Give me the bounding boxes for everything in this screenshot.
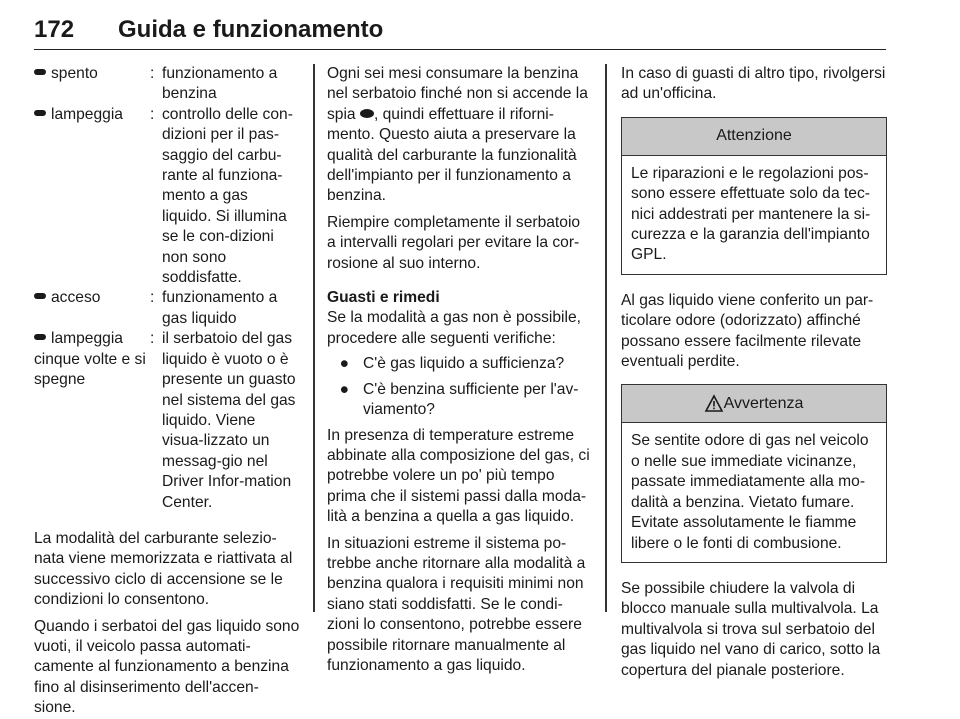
paragraph: Riempire completamente il serbatoio a intervalli regolari per evitare la cor-rosione al suo interno.: [327, 213, 581, 272]
column-divider: [605, 64, 607, 612]
paragraph: Se possibile chiudere la valvola di blocco manuale sulla multivalvola. La multivalvola si trova sul serbatoio del gas liquido nel vano di carico, sotto la copertura del pianale posteriore.: [621, 579, 881, 679]
indicator-dash-icon: [34, 293, 46, 299]
attention-text: Le riparazioni e le regolazioni pos-sono essere effettuate solo da tec-nici addestrati per mantenere la si-curezza e la garanzia dell'impianto GPL.: [631, 164, 871, 264]
state-row-on: acceso : funzionamento a gas liquido: [34, 288, 300, 329]
state-description: controllo delle con-dizioni per il pas-saggio del carbu-rante al funziona-mento a gas liquido. Si illumina se le con-dizioni non sono soddisfatte.: [162, 105, 293, 287]
indicator-dash-icon: [34, 69, 46, 75]
indicator-dash-icon: [34, 110, 46, 116]
paragraph: In presenza di temperature estreme abbinate alla composizione del gas, ci potrebbe volere un po' più tempo prima che il sistemi passi dalla moda-lità a benzina a quella a gas liquido.: [327, 426, 590, 526]
state-row-off: spento : funzionamento a benzina: [34, 64, 300, 105]
checklist: [327, 354, 591, 420]
state-row-flash-five: lampeggia cinque volte e si spegne : il serbatoio del gas liquido è vuoto o è presente un guasto nel sistema del gas liquido. Viene visua-lizzato un messag-gio nel Driver Infor-mation Center.: [34, 329, 300, 513]
chapter-title: Guida e funzionamento: [118, 16, 384, 43]
state-description: funzionamento a gas liquido: [162, 289, 278, 327]
page-header: [34, 16, 886, 50]
warning-header: [622, 385, 886, 423]
bullet-icon: ●: [339, 380, 349, 398]
indicator-dash-icon: [34, 334, 46, 340]
warning-text: Se sentite odore di gas nel veicolo o nelle sue immediate vicinanze, passate immediatamente alla mo-dalità a benzina. Vietato fumare. Evitate assolutamente le fiamme libere o le fonti di combusione.: [631, 432, 869, 552]
left-column: [34, 64, 300, 719]
paragraph: In situazioni estreme il sistema po-trebbe anche ritornare alla modalità a benzina qualora i requisiti minimi non siano stati soddisfatti. Se le condi-zioni lo consentono, potrebbe essere possibile ritornare manualmente al funzionamento a gas liquido.: [327, 534, 586, 674]
middle-column: [327, 64, 591, 676]
warning-triangle-icon: [705, 395, 723, 412]
right-column: [621, 64, 887, 681]
paragraph: Al gas liquido viene conferito un par-ticolare odore (odorizzato) affinché possano essere facilmente rilevate eventuali perdite.: [621, 291, 874, 371]
bullet-icon: ●: [339, 355, 349, 373]
paragraph: Ogni sei mesi consumare la benzina nel serbatoio finché non si accende la spia , quindi effettuare il riforni-mento. Questo aiuta a preservare la qualità del carburante la funzionalità dell'impianto per il funzionamento a benzina.: [327, 65, 588, 205]
warning-title: Avvertenza: [723, 394, 804, 412]
paragraph: Quando i serbatoi del gas liquido sono vuoti, il veicolo passa automati-camente al funzionamento a benzina fino al disinserimento dell'accen-sione.: [34, 617, 300, 717]
state-description: funzionamento a benzina: [162, 65, 278, 103]
indicator-light-icon: [360, 109, 374, 118]
warning-box: [621, 384, 887, 562]
section-heading: Guasti e rimedi: [327, 289, 440, 307]
attention-box: [621, 117, 887, 275]
paragraph: In caso di guasti di altro tipo, rivolgersi ad un'officina.: [621, 65, 886, 103]
column-divider: [313, 64, 315, 612]
list-item: ● C'è benzina sufficiente per l'av-viamento?: [327, 380, 591, 421]
list-item: ● C'è gas liquido a sufficienza?: [327, 354, 591, 374]
state-row-flashing: lampeggia : controllo delle con-dizioni per il pas-saggio del carbu-rante al funziona-mento a gas liquido. Si illumina se le con-dizioni non sono soddisfatte.: [34, 105, 300, 289]
attention-title: Attenzione: [622, 118, 886, 156]
paragraph: Se la modalità a gas non è possibile, procedere alle seguenti verifiche:: [327, 309, 581, 347]
page-number: 172: [34, 16, 75, 43]
state-description: il serbatoio del gas liquido è vuoto o è presente un guasto nel sistema del gas liquido. Viene visua-lizzato un messag-gio nel Driver Infor-mation Center.: [162, 330, 296, 511]
paragraph: La modalità del carburante selezio-nata viene memorizzata e riattivata al successivo ciclo di accensione se le condizioni lo consentono.: [34, 529, 293, 609]
